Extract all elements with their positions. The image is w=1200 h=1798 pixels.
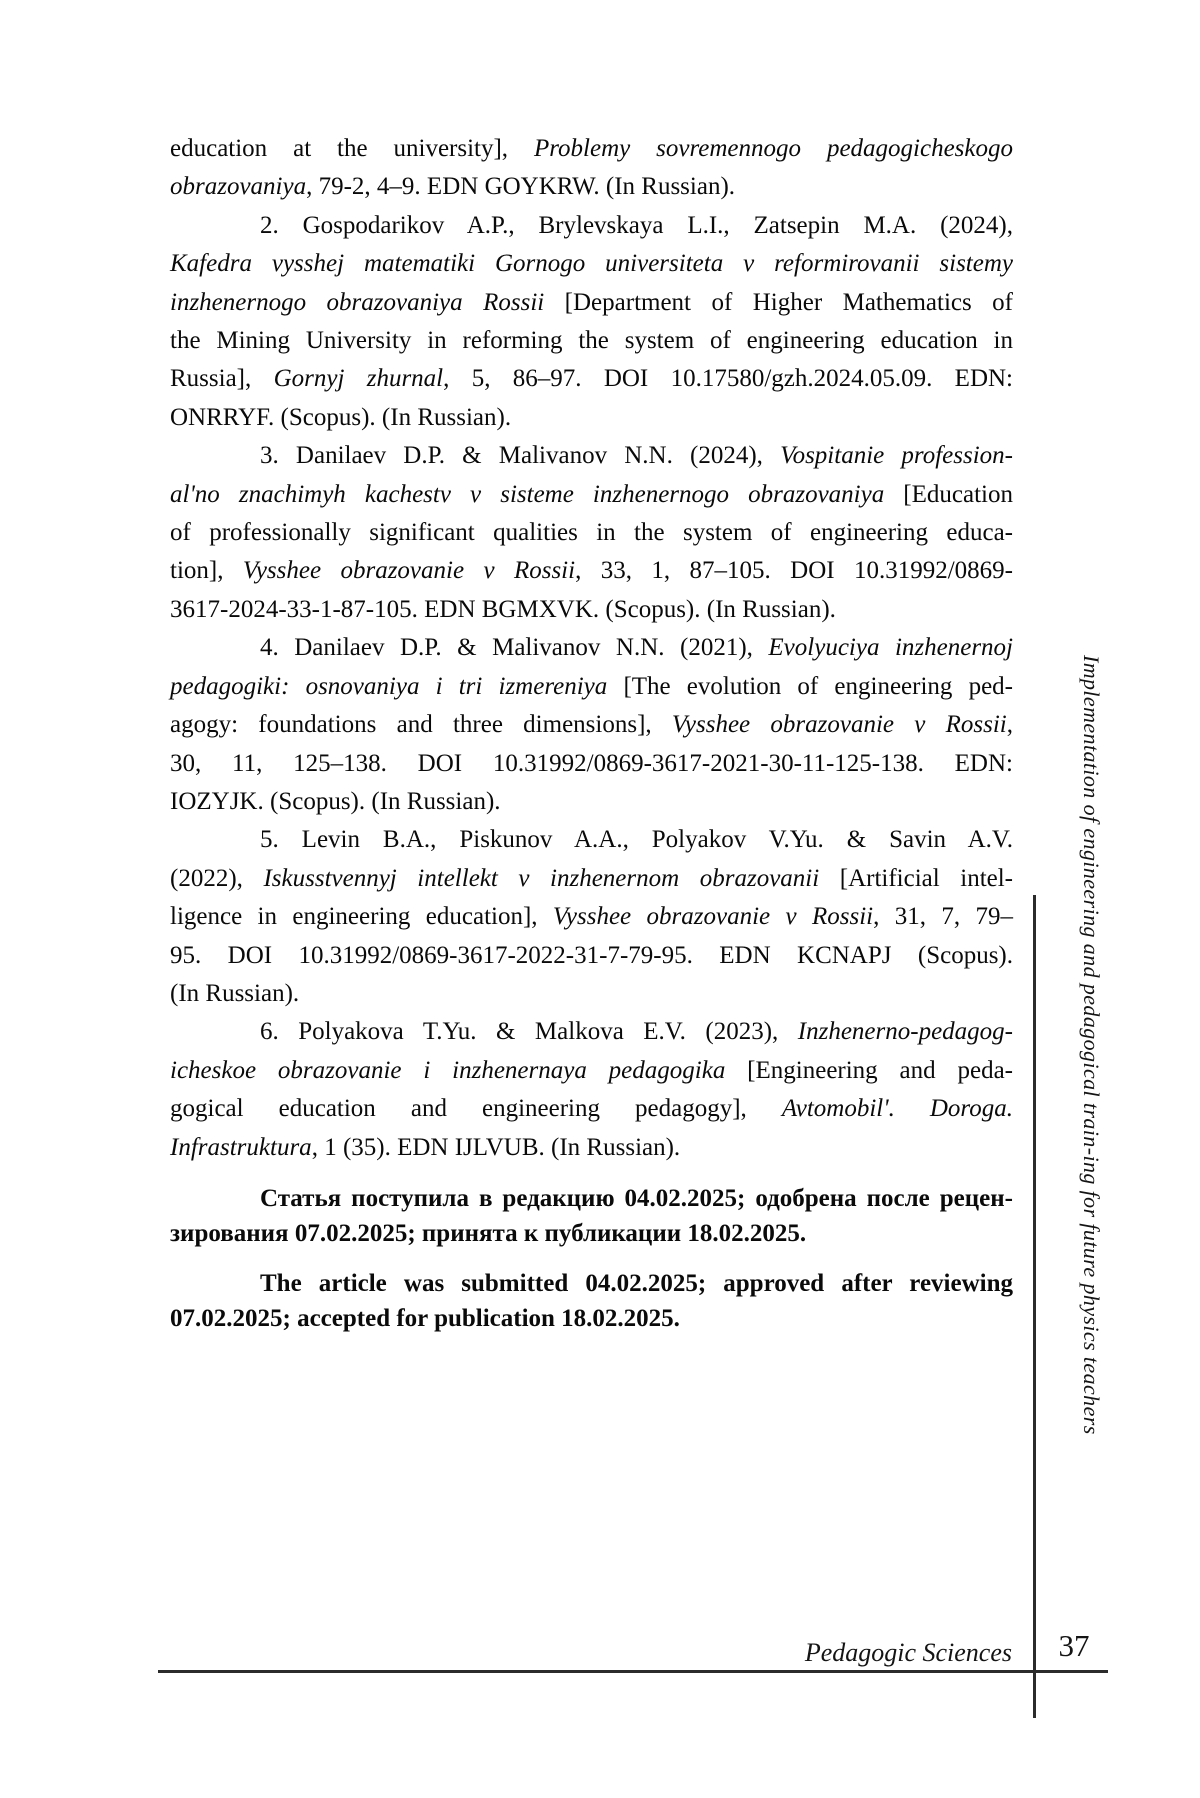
text-segment: The article was submitted 04.02.2025; approved after reviewing — [260, 1270, 1013, 1297]
text-line — [170, 783, 1013, 821]
page-number: 37 — [1058, 1628, 1090, 1663]
text-segment: 2. Gospodarikov A.P., Brylevskaya L.I., Zatsepin M.A. (2024), — [260, 211, 1013, 239]
text-segment: ligence in engineering education], — [170, 903, 553, 931]
text-line — [170, 1301, 1013, 1336]
text-segment: [Education — [884, 480, 1013, 508]
italic-text-segment: al'no znachimyh kachestv v sisteme inzhenernogo obrazovaniya — [170, 480, 885, 508]
text-segment: 5. Levin B.A., Piskunov A.A., Polyakov V.Yu. & Savin A.V. — [260, 826, 1013, 854]
text-line — [170, 591, 1013, 629]
text-segment: 95. DOI 10.31992/0869-3617-2022-31-7-79-95. EDN KCNAPJ (Scopus). — [170, 941, 1013, 969]
text-segment: [The evolution of engineering ped- — [607, 672, 1013, 700]
footer-rule — [158, 1670, 1108, 1673]
submission-note-en — [170, 1266, 1013, 1336]
text-segment: Статья поступила в редакцию 04.02.2025; одобрена после рецен- — [260, 1185, 1013, 1212]
text-line — [170, 706, 1013, 744]
references-block — [170, 130, 1013, 1167]
text-segment: (2022), — [170, 864, 264, 892]
text-line — [170, 130, 1013, 168]
text-segment: tion], — [170, 557, 243, 585]
text-segment: agogy: foundations and three dimensions], — [170, 711, 672, 739]
text-line — [170, 668, 1013, 706]
text-segment: зирования 07.02.2025; принята к публикации 18.02.2025. — [170, 1220, 807, 1247]
submission-note-ru — [170, 1181, 1013, 1251]
text-line — [170, 1216, 1013, 1251]
text-line — [170, 1052, 1013, 1090]
text-line — [170, 975, 1013, 1013]
text-segment: ONRRYF. (Scopus). (In Russian). — [170, 403, 512, 431]
text-line — [170, 1129, 1013, 1167]
text-line — [170, 629, 1013, 667]
text-line — [170, 1266, 1013, 1301]
text-line — [170, 476, 1013, 514]
italic-text-segment: Vospitanie profession- — [780, 442, 1013, 470]
text-line — [170, 322, 1013, 360]
text-segment: gogical education and engineering pedagogy], — [170, 1095, 782, 1123]
italic-text-segment: Vysshee obrazovanie v Rossii — [671, 711, 1007, 739]
text-segment: IOZYJK. (Scopus). (In Russian). — [170, 787, 501, 815]
text-segment: Russia], — [170, 365, 274, 393]
text-segment: , 31, 7, 79– — [873, 903, 1014, 931]
italic-text-segment: pedagogiki: osnovaniya i tri izmereniya — [170, 672, 608, 700]
text-line — [170, 898, 1013, 936]
text-segment: 6. Polyakova T.Yu. & Malkova E.V. (2023), — [260, 1018, 798, 1046]
text-line — [170, 745, 1013, 783]
text-segment: , 1 (35). EDN IJLVUB. (In Russian). — [311, 1133, 681, 1161]
text-line — [170, 1013, 1013, 1051]
text-segment: , 79-2, 4–9. EDN GOYKRW. (In Russian). — [306, 173, 736, 201]
italic-text-segment: Kafedra vysshej matematiki Gornogo universiteta v reformirovanii sistemy — [170, 250, 1013, 278]
text-segment: [Artificial intel- — [819, 864, 1014, 892]
text-line — [170, 207, 1013, 245]
italic-text-segment: Vysshee obrazovanie v Rossii — [242, 557, 576, 585]
vertical-rule — [1033, 895, 1036, 1718]
text-line — [170, 1090, 1013, 1128]
text-line — [170, 284, 1013, 322]
text-line — [170, 937, 1013, 975]
italic-text-segment: Problemy sovremennogo pedagogicheskogo — [533, 135, 1014, 162]
text-line — [170, 168, 1013, 206]
text-line — [170, 552, 1013, 590]
italic-text-segment: Inzhenerno-pedagog- — [797, 1018, 1013, 1046]
italic-text-segment: Infrastruktura — [170, 1133, 312, 1161]
italic-text-segment: Evolyuciya inzhenernoj — [768, 634, 1013, 662]
text-segment: 4. Danilaev D.P. & Malivanov N.N. (2021), — [260, 634, 769, 662]
text-segment: the Mining University in reforming the system of engineering education in — [170, 327, 1013, 355]
running-title-vertical: Implementation of engineering and pedagogical train-ing for future physics teachers — [1079, 655, 1104, 1435]
text-line — [170, 821, 1013, 859]
text-segment: , — [1006, 711, 1013, 739]
italic-text-segment: Vysshee obrazovanie v Rossii — [552, 903, 874, 931]
italic-text-segment: inzhenernogo obrazovaniya Rossii — [170, 288, 545, 316]
text-line — [170, 1181, 1013, 1216]
text-segment: 3617-2024-33-1-87-105. EDN BGMXVK. (Scopus). (In Russian). — [170, 595, 836, 623]
italic-text-segment: Iskusstvennyj intellekt v inzhenernom obrazovanii — [263, 864, 820, 892]
text-segment: of professionally significant qualities in the system of engineering educa- — [170, 519, 1013, 547]
text-line — [170, 245, 1013, 283]
text-line — [170, 514, 1013, 552]
text-segment: 07.02.2025; accepted for publication 18.02.2025. — [170, 1305, 680, 1332]
text-segment: education at the university], — [170, 135, 534, 162]
text-line — [170, 860, 1013, 898]
text-line — [170, 437, 1013, 475]
text-line — [170, 360, 1013, 398]
italic-text-segment: Avtomobil'. Doroga. — [781, 1095, 1013, 1123]
text-segment: , 33, 1, 87–105. DOI 10.31992/0869- — [575, 557, 1013, 585]
footer-section-label: Pedagogic Sciences — [804, 1638, 1012, 1667]
italic-text-segment: obrazovaniya — [170, 173, 307, 201]
text-segment: [Engineering and peda- — [725, 1056, 1013, 1084]
text-segment: (In Russian). — [170, 979, 300, 1007]
italic-text-segment: icheskoe obrazovanie i inzhenernaya pedagogika — [170, 1056, 726, 1084]
text-segment: [Department of Higher Mathematics of — [544, 288, 1013, 316]
text-segment: 3. Danilaev D.P. & Malivanov N.N. (2024), — [260, 442, 781, 470]
italic-text-segment: Gornyj zhurnal — [273, 365, 444, 393]
text-segment: 30, 11, 125–138. DOI 10.31992/0869-3617-2021-30-11-125-138. EDN: — [170, 749, 1013, 777]
text-line — [170, 399, 1013, 437]
text-segment: , 5, 86–97. DOI 10.17580/gzh.2024.05.09. EDN: — [443, 365, 1013, 393]
